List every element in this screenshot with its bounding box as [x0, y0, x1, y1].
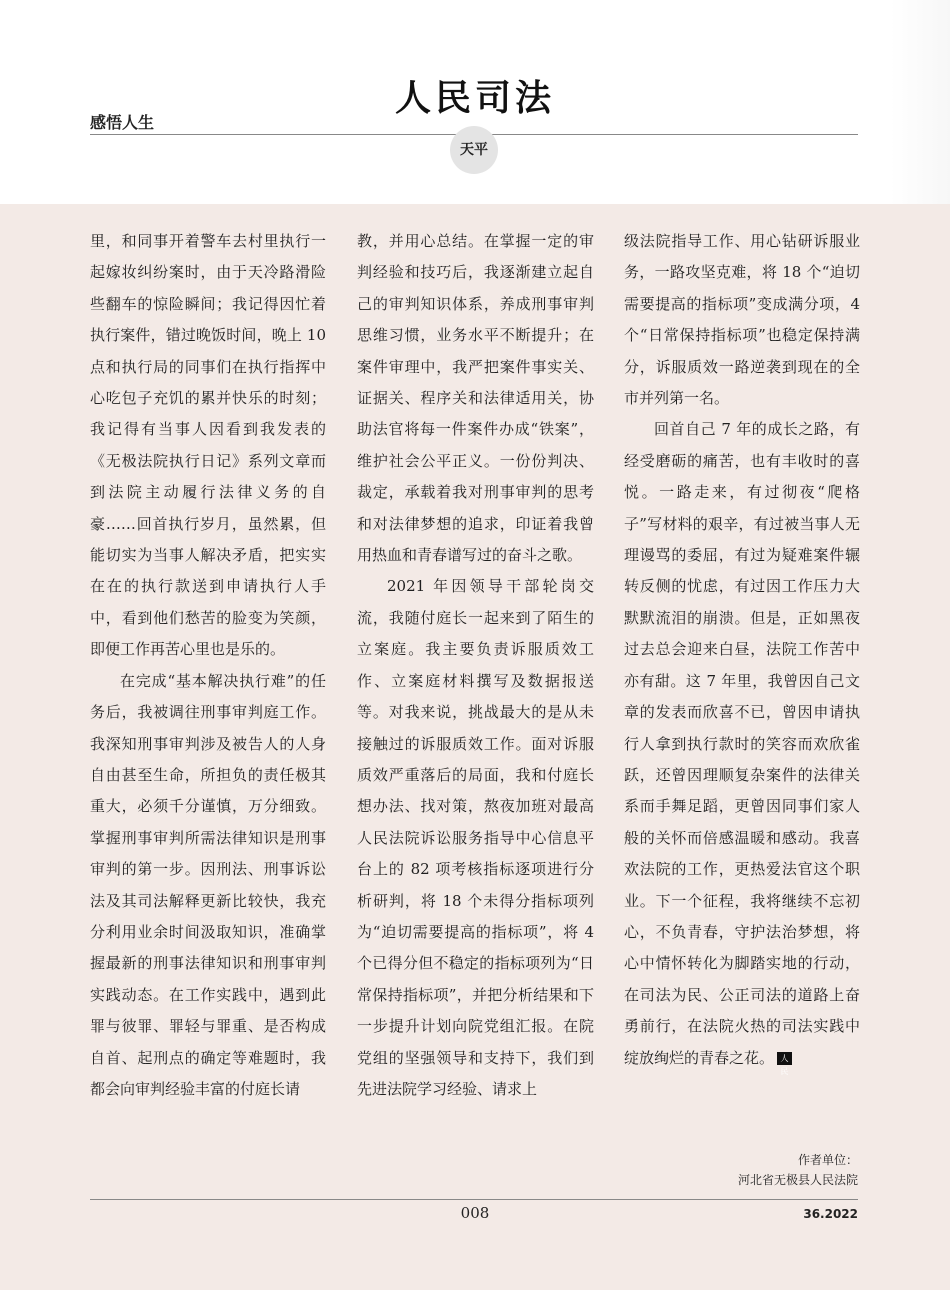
text-column-1 — [90, 226, 326, 1105]
right-edge-shade — [890, 0, 950, 204]
column-label: 感悟人生 — [90, 113, 155, 132]
page-number: 008 — [460, 1204, 490, 1222]
paragraph-text: 回首自己 7 年的成长之路，有经受磨砺的痛苦，也有丰收时的喜悦。一路走来，有过彻夜“爬格子”写材料的艰辛，有过被当事人无理谩骂的委屈，有过为疑难案件辗转反侧的忧虑，有过因工作压力大默默流泪的崩溃。但是，正如黑夜过去总会迎来白昼，法院工作苦中亦有甜。这 7 年里，我曾因自己文章的发表而欣喜不已，曾因申请执行人拿到执行款时的笑容而欢欣雀跃，还曾因理顺复杂案件的法律关系而手舞足蹈，更曾因同事们家人般的关怀而倍感温暖和感动。我喜欢法院的工作，更热爱法官这个职业。下一个征程，我将继续不忘初心，不负青春，守护法治梦想，将心中情怀转化为脚踏实地的行动，在司法为民、公正司法的道路上奋勇前行，在法院火热的司法实践中绽放绚烂的青春之花。 — [624, 420, 860, 1067]
paragraph: 2021 年因领导干部轮岗交流，我随付庭长一起来到了陌生的立案庭。我主要负责诉服质效工作、立案庭材料撰写及数据报送等。对我来说，挑战最大的是从未接触过的诉服质效工作。面对诉服质效严重落后的局面，我和付庭长想办法、找对策，熬夜加班对最高人民法院诉讼服务指导中心信息平台上的 82 项考核指标逐项进行分析研判，将 18 个未得分指标项列为“迫切需要提高的指标项”，将 4 个已得分但不稳定的指标项列为“日常保持指标项”，并把分析结果和下一步提升计划向院党组汇报。在院党组的坚强领导和支持下，我们到先进法院学习经验、请求上 — [357, 577, 594, 1098]
paragraph: 里，和同事开着警车去村里执行一起嫁妆纠纷案时，由于天冷路滑险些翻车的惊险瞬间；我记得因忙着执行案件，错过晚饭时间，晚上 10 点和执行局的同事们在执行指挥中心吃包子充饥的累并快乐的时刻；我记得有当事人因看到我发表的《无极法院执行日记》系列文章而到法院主动履行法律义务的自豪……回首执行岁月，虽然累，但能切实为当事人解决矛盾，把实实在在的执行款送到申请执行人手中，看到他们愁苦的脸变为笑颜，即便工作再苦心里也是乐的。 — [90, 232, 326, 659]
paragraph-final — [624, 414, 860, 1077]
text-column-2 — [357, 226, 594, 1105]
masthead-title: 人民司法 — [395, 77, 556, 119]
author-unit-value: 河北省无极县人民法院 — [737, 1173, 858, 1187]
paragraph: 在完成“基本解决执行难”的任务后，我被调往刑事审判庭工作。我深知刑事审判涉及被告人的人身自由甚至生命，所担负的责任极其重大，必须千分谨慎，万分细致。掌握刑事审判所需法律知识是刑事审判的第一步。因刑法、刑事诉讼法及其司法解释更新比较快，我充分利用业余时间汲取知识，准确掌握最新的刑事法律知识和刑事审判实践动态。在工作实践中，遇到此罪与彼罪、罪轻与罪重、是否构成自首、起刑点的确定等难题时，我都会向审判经验丰富的付庭长请 — [90, 671, 326, 1098]
author-unit-label: 作者单位： — [797, 1153, 858, 1167]
author-affiliation — [640, 1150, 858, 1190]
paragraph: 级法院指导工作、用心钻研诉服业务，一路攻坚克难，将 18 个“迫切需要提高的指标项”变成满分项，4 个“日常保持指标项”也稳定保持满分，诉服质效一路逆袭到现在的全市并列第一名。 — [624, 232, 860, 408]
paragraph: 教，并用心总结。在掌握一定的审判经验和技巧后，我逐渐建立起自己的审判知识体系，养成刑事审判思维习惯，业务水平不断提升；在案件审理中，我严把案件事实关、证据关、程序关和法律适用关，协助法官将每一件案件办成“铁案”，维护社会公平正义。一份份判决、裁定，承载着我对刑事审判的思考和对法律梦想的追求，印证着我曾用热血和青春谱写过的奋斗之歌。 — [357, 232, 594, 565]
issue-number: 36.2022 — [803, 1207, 858, 1221]
author-name-badge: 天平 — [450, 126, 498, 174]
text-column-3 — [624, 226, 860, 1077]
end-mark-icon: 人民 — [777, 1052, 792, 1065]
footer-divider — [90, 1199, 858, 1200]
